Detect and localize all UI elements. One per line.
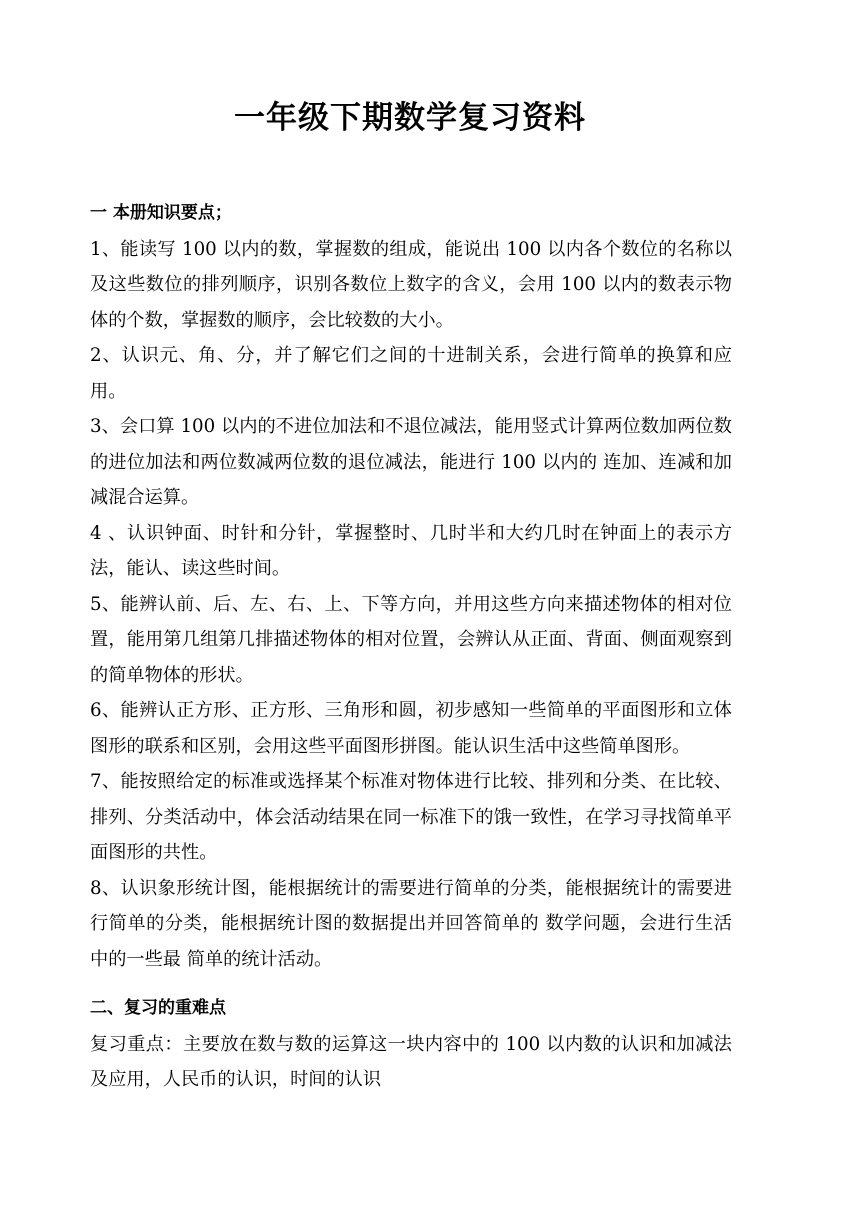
section-1-heading: 一 本册知识要点； <box>90 203 232 223</box>
knowledge-point-7: 7、能按照给定的标准或选择某个标准对物体进行比较、排列和分类、在比较、排列、分类活动中，体会活动结果在同一标准下的饿一致性，在学习寻找简单平面图形的共性。 <box>90 771 732 863</box>
knowledge-point-5: 5、能辨认前、后、左、右、上、下等方向，并用这些方向来描述物体的相对位置，能用第几组第几排描述物体的相对位置，会辨认从正面、背面、侧面观察到的简单物体的形状。 <box>90 593 732 686</box>
knowledge-point-6: 6、能辨认正方形、正方形、三角形和圆，初步感知一些简单的平面图形和立体图形的联系和区别，会用这些平面图形拼图。能认识生活中这些简单图形。 <box>90 700 732 757</box>
section-2-heading: 二、复习的重难点 <box>90 998 226 1018</box>
review-key-points: 复习重点：主要放在数与数的运算这一块内容中的 100 以内数的认识和加减法及应用，人民币的认识，时间的认识 <box>90 1033 732 1090</box>
document-body <box>90 196 732 1098</box>
knowledge-point-8: 8、认识象形统计图，能根据统计的需要进行简单的分类，能根据统计的需要进行简单的分类，能根据统计图的数据提出并回答简单的 数学问题，会进行生活中的一些最 简单的统计活动。 <box>90 877 732 970</box>
knowledge-point-3: 3、会口算 100 以内的不进位加法和不退位减法，能用竖式计算两位数加两位数的进位加法和两位数减两位数的退位减法，能进行 100 以内的 连加、连减和加减混合运算。 <box>90 416 732 508</box>
knowledge-point-2: 2、认识元、角、分，并了解它们之间的十进制关系，会进行简单的换算和应用。 <box>90 345 732 402</box>
document-title: 一年级下期数学复习资料 <box>234 100 586 136</box>
knowledge-point-1: 1、能读写 100 以内的数，掌握数的组成，能说出 100 以内各个数位的名称以及这些数位的排列顺序，识别各数位上数字的含义，会用 100 以内的数表示物体的个数，掌握数的顺序，会比较数的大小。 <box>90 238 732 331</box>
knowledge-point-4: 4 、认识钟面、时针和分针，掌握整时、几时半和大约几时在钟面上的表示方法，能认、读这些时间。 <box>90 522 732 579</box>
